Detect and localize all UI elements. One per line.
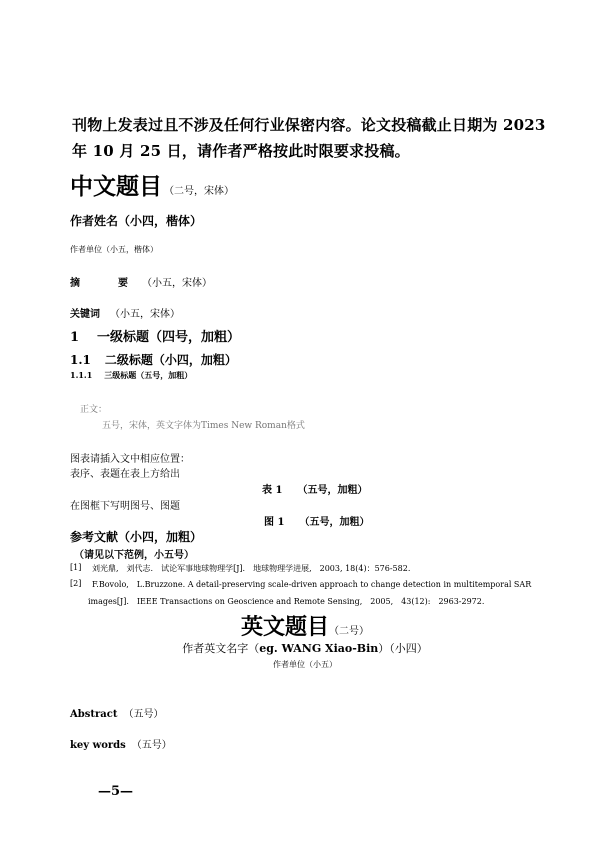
reference-2-number: [2]	[70, 579, 82, 588]
heading-level-3	[70, 370, 192, 381]
heading-level-2	[70, 351, 237, 368]
reference-1-number: [1]	[70, 563, 82, 572]
author-affiliation-cn: 作者单位（小五，楷体）	[70, 245, 158, 254]
author-en-prefix: 作者英文名字（	[182, 642, 260, 655]
heading-1-text: 一级标题（四号，加粗）	[97, 330, 241, 345]
figure-note-2: 表序、表题在表上方给出	[70, 469, 180, 480]
page-number: —5—	[98, 784, 134, 799]
abstract-en-label: Abstract	[70, 709, 118, 720]
reference-2-continued: images[J]. IEEE Transactions on Geoscience and Remote Sensing, 2005, 43(12): 2963-2972.	[88, 597, 485, 606]
heading-2-number: 1.1	[70, 353, 91, 367]
table-caption: 表 1 （五号，加粗）	[262, 485, 368, 496]
heading-3-number: 1.1.1	[70, 370, 93, 380]
heading-level-1	[70, 326, 240, 345]
reference-1-text: 刘光鼎, 刘代志. 试论军事地球物理学[J]. 地球物理学进展, 2003, 18(4)：576-582.	[92, 564, 411, 573]
intro-line-2: 年 10 月 25 日，请作者严格按此时限要求投稿。	[72, 142, 410, 160]
reference-2-text: F.Bovolo, L.Bruzzone. A detail-preserving scale-driven approach to change detection in multitemporal SAR	[92, 580, 532, 589]
keywords-en-note: （五号）	[131, 740, 172, 751]
chinese-title-note: （二号，宋体）	[164, 186, 234, 197]
keywords-en	[70, 736, 172, 751]
english-title-text: 英文题目	[240, 614, 329, 640]
heading-1-number: 1	[70, 330, 80, 345]
figure-caption: 图 1 （五号，加粗）	[264, 517, 370, 528]
references-note: （请见以下范例，小五号）	[74, 550, 194, 561]
keywords-cn	[70, 305, 180, 320]
author-en-suffix: ）（小四）	[378, 642, 428, 655]
heading-2-text: 二级标题（小四，加粗）	[104, 353, 237, 367]
author-name-cn: 作者姓名（小四，楷体）	[70, 214, 203, 228]
author-affiliation-en: 作者单位（小五）	[273, 660, 337, 669]
keywords-cn-note: （小五，宋体）	[110, 309, 180, 320]
english-title	[0, 610, 610, 641]
figure-note-1: 图表请插入文中相应位置：	[70, 454, 190, 465]
figure-note-3: 在图框下写明图号、图题	[70, 501, 180, 512]
keywords-en-label: key words	[70, 740, 126, 751]
abstract-cn	[70, 274, 212, 289]
author-name-en	[0, 640, 610, 656]
abstract-en	[70, 705, 163, 720]
english-title-note: （二号）	[329, 626, 369, 637]
abstract-cn-label: 摘 要	[70, 278, 142, 289]
author-en-example: eg. WANG Xiao-Bin	[259, 642, 379, 655]
references-title: 参考文献（小四，加粗）	[70, 530, 203, 544]
body-label: 正文：	[80, 405, 108, 415]
abstract-cn-note: （小五，宋体）	[142, 278, 212, 289]
chinese-title-text: 中文题目	[70, 173, 162, 200]
heading-3-text: 三级标题（五号，加粗）	[104, 370, 193, 380]
abstract-en-note: （五号）	[123, 709, 164, 720]
body-text: 五号，宋体，英文字体为Times New Roman格式	[102, 421, 305, 431]
intro-line-1: 刊物上发表过且不涉及任何行业保密内容。论文投稿截止日期为 2023	[72, 116, 546, 134]
chinese-title	[70, 168, 234, 201]
keywords-cn-label: 关键词	[70, 309, 100, 320]
